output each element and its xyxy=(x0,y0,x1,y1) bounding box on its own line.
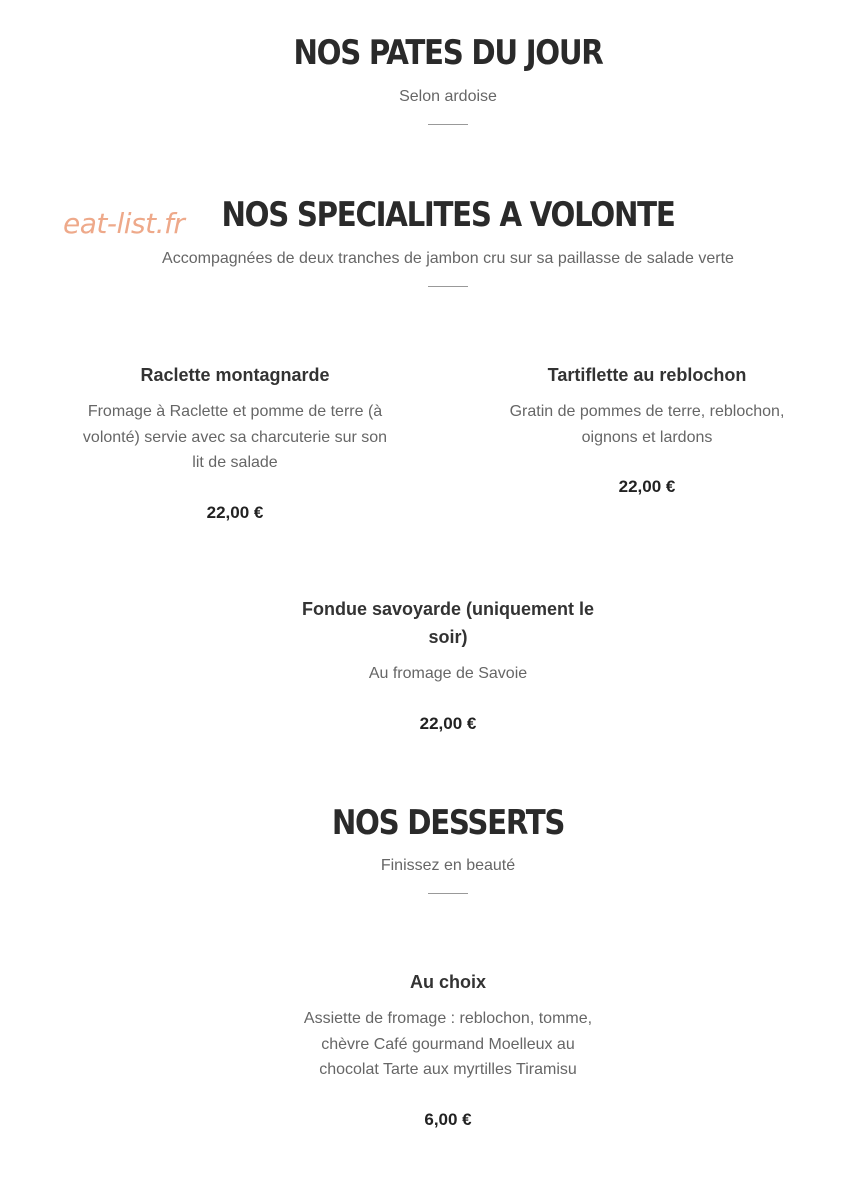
item-price: 22,00 € xyxy=(618,477,676,496)
menu-item-tartiflette xyxy=(492,361,802,497)
section-title-pates: NOS PATES DU JOUR xyxy=(293,33,603,73)
section-subtitle-pates: Selon ardoise xyxy=(399,88,497,105)
item-name: Fondue savoyarde (uniquement le soir) xyxy=(301,599,595,647)
item-description: Au fromage de Savoie xyxy=(368,665,528,682)
section-divider xyxy=(428,893,468,894)
section-divider xyxy=(428,124,468,125)
section-divider xyxy=(428,286,468,287)
item-price: 6,00 € xyxy=(424,1109,472,1129)
item-name: Tartiflette au reblochon xyxy=(547,365,747,385)
item-description: Assiette de fromage : reblochon, tomme, chèvre Café gourmand Moelleux au chocolat Tarte aux myrtilles Tiramisu xyxy=(303,1010,593,1078)
item-price: 22,00 € xyxy=(419,713,477,733)
menu-item-raclette xyxy=(80,361,390,523)
section-title-desserts: NOS DESSERTS xyxy=(331,803,565,843)
menu-item-dessert xyxy=(293,968,603,1130)
section-subtitle-specialites: Accompagnées de deux tranches de jambon cru sur sa paillasse de salade verte xyxy=(162,250,734,267)
section-title-specialites: NOS SPECIALITES A VOLONTE xyxy=(221,195,675,235)
watermark: eat-list.fr xyxy=(63,207,185,240)
item-name: Raclette montagnarde xyxy=(140,365,330,385)
item-name: Au choix xyxy=(409,972,486,992)
item-price: 22,00 € xyxy=(206,502,264,522)
item-description: Fromage à Raclette et pomme de terre (à volonté) servie avec sa charcuterie sur son lit de salade xyxy=(82,403,388,471)
section-subtitle-desserts: Finissez en beauté xyxy=(380,857,516,874)
item-description: Gratin de pommes de terre, reblochon, oignons et lardons xyxy=(509,403,785,446)
menu-item-fondue xyxy=(293,595,603,734)
